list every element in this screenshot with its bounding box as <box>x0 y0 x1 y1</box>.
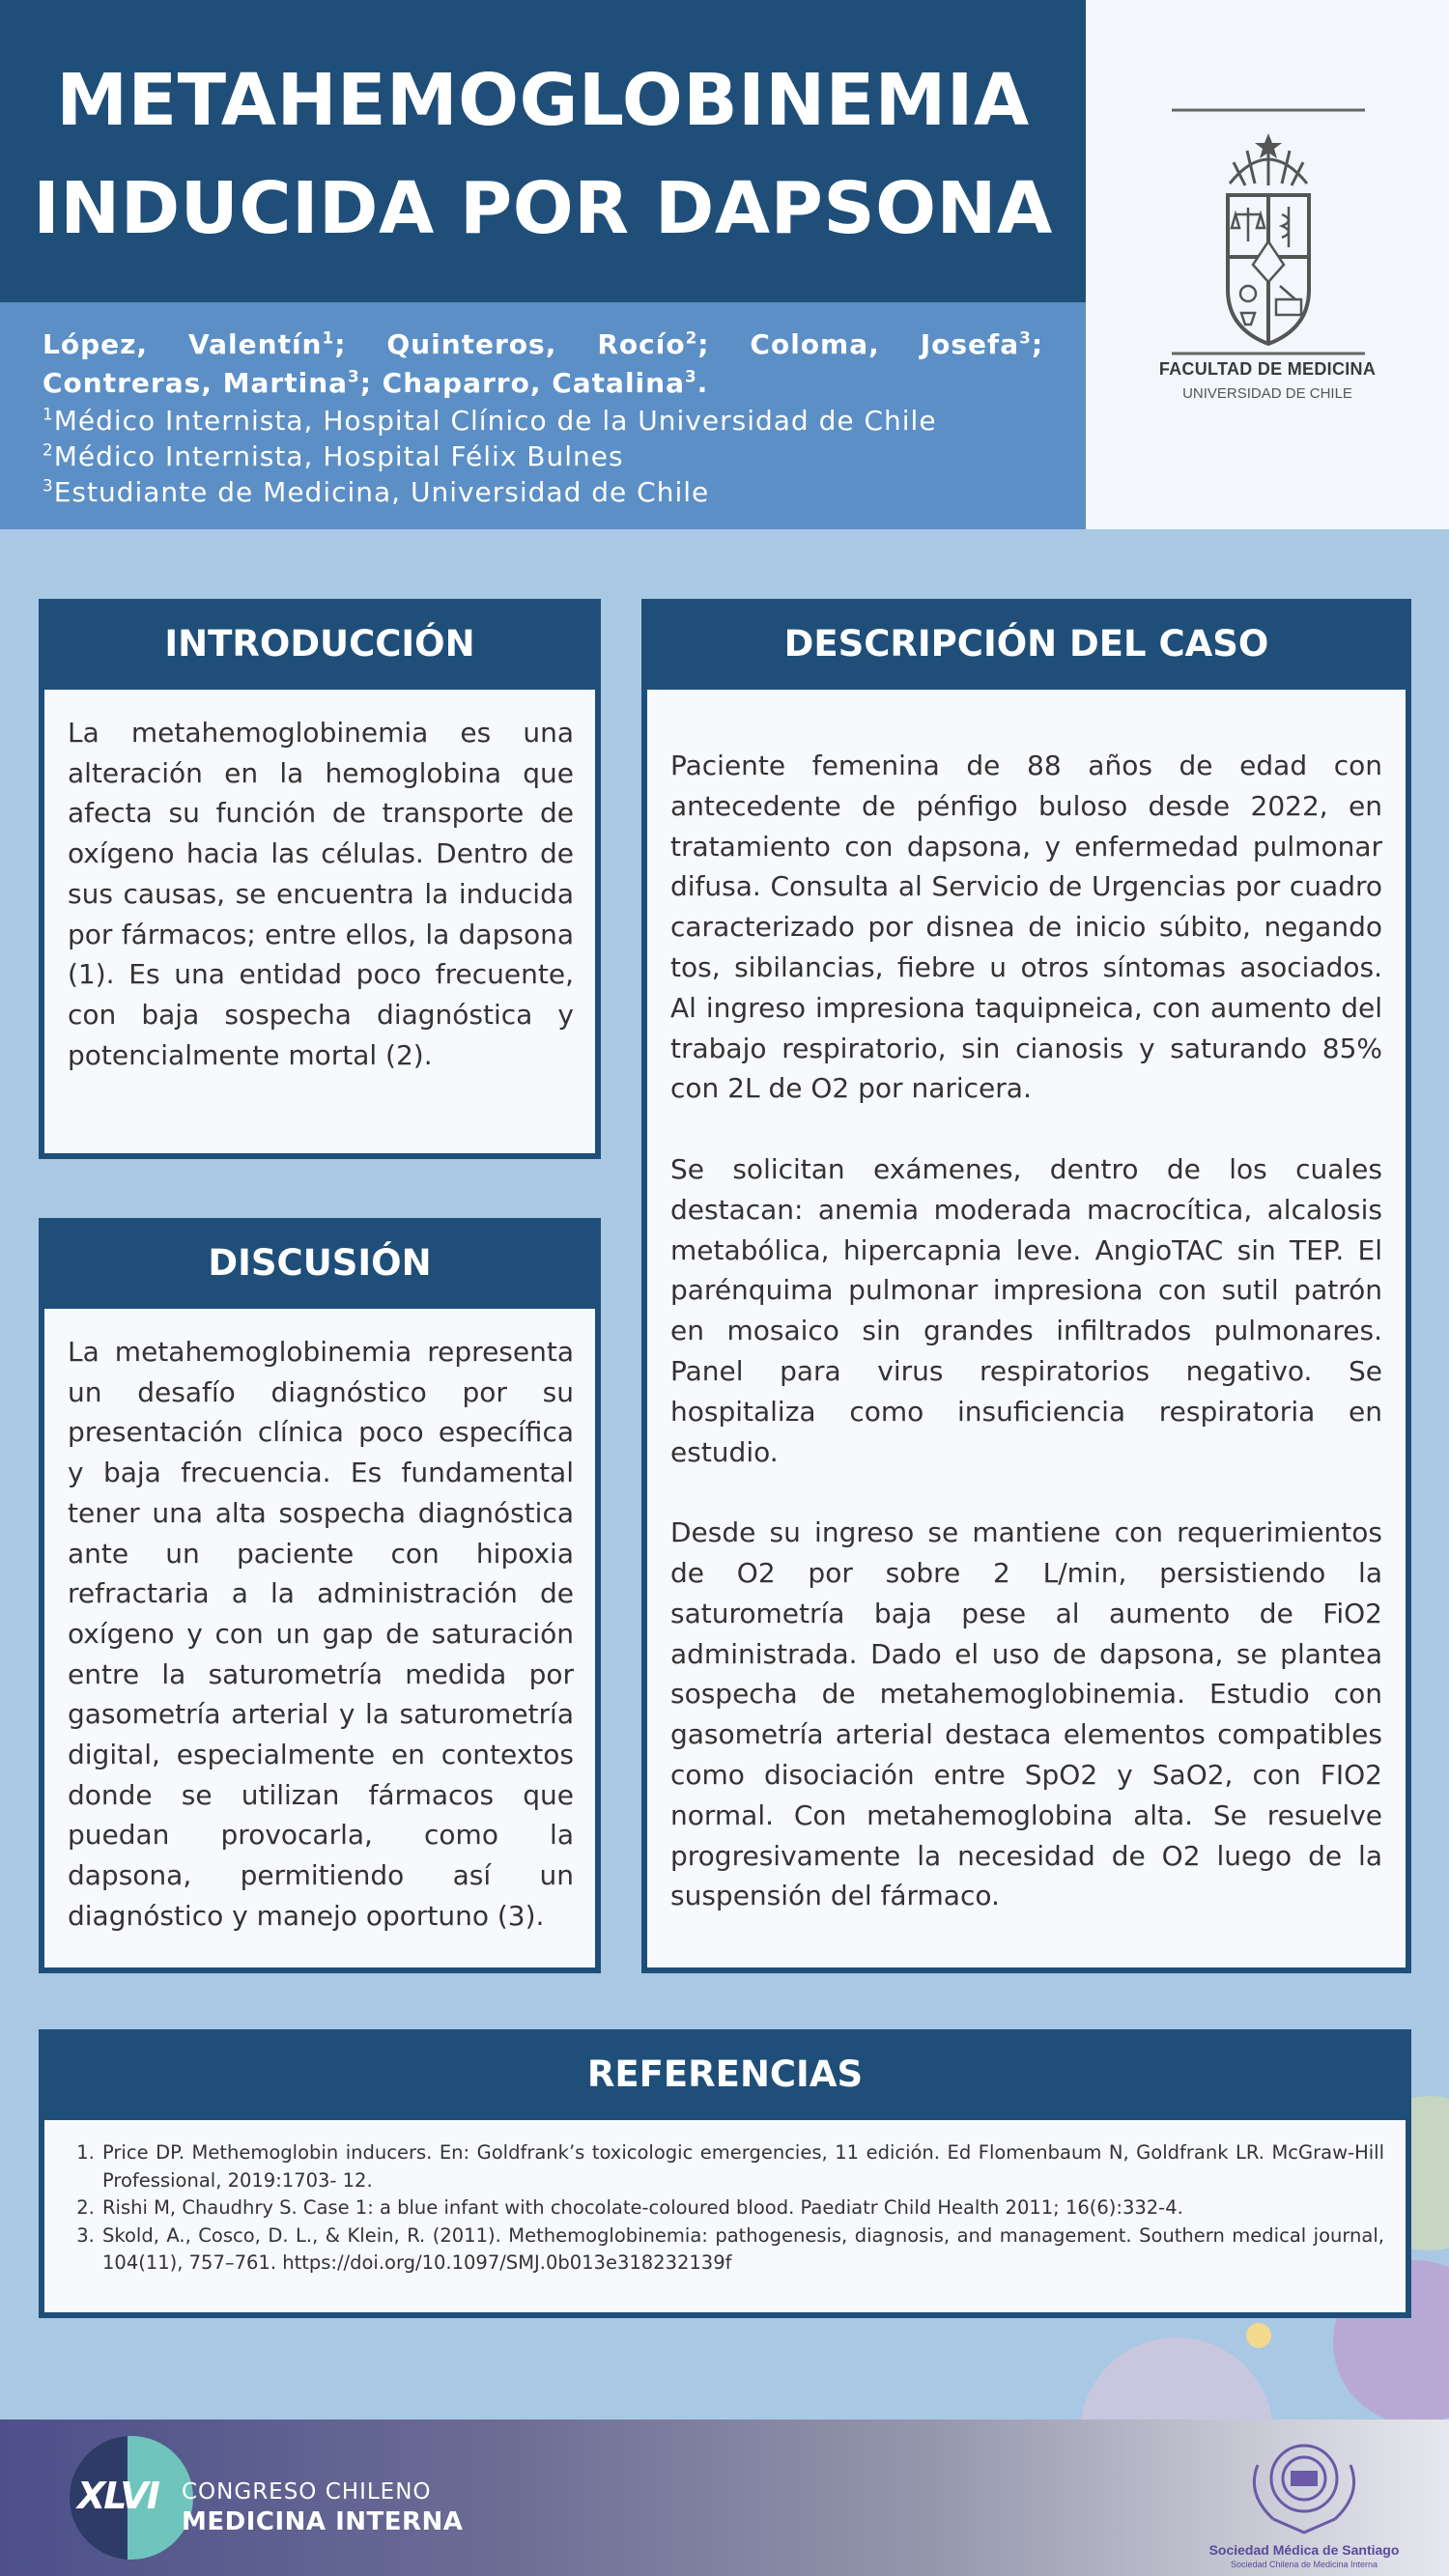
referencias-list <box>44 2120 1406 2278</box>
sociedad-medica-name: Sociedad Médica de Santiago <box>1208 2542 1400 2558</box>
affiliation-1: $^1$Médico Internista, Hospital Clínico de la Universidad de Chile <box>43 404 937 437</box>
caso-paragraph-1: Paciente femenina de 88 años de edad con antecedente de pénfigo buloso desde 2022, en tratamiento con dapsona, y enfermedad pulmonar difusa. Consulta al Servicio de Urgencias por cuadro caracterizado por disnea de inicio súbito, negando tos, sibilancias, fiebre u otros síntomas asociados. Al ingreso impresiona taquipneica, con aumento del trabajo respiratorio, sin cianosis y saturando 85% con 2L de O2 por naricera. <box>670 750 1382 1105</box>
poster-title <box>0 46 1086 263</box>
referencias-heading: REFERENCIAS <box>44 2035 1406 2120</box>
discusion-panel <box>39 1218 601 1973</box>
congreso-logo-text: XLVI <box>77 2475 158 2517</box>
caso-paragraph-2: Se solicitan exámenes, dentro de los cuales destacan: anemia moderada macrocítica, alcalosis metabólica, hipercapnia leve. AngioTAC sin TEP. El parénquima pulmonar impresiona con sutil patrón en mosaico sin grandes infiltrados pulmonares. Panel para virus respiratorios negativo. Se hospitaliza como insuficiencia respiratoria en estudio. <box>670 1152 1382 1468</box>
referencias-panel <box>39 2029 1411 2318</box>
caso-paragraph-3: Desde su ingreso se mantiene con requerimientos de O2 por sobre 2 L/min, persistiendo la saturometría baja pese al aumento de FiO2 administrada. Dado el uso de dapsona, se plantea sospecha de metahemoglobinemia. Estudio con gasometría arterial destaca elementos compatibles como disociación entre SpO2 y SaO2, con FIO2 normal. Con metahemoglobina alta. Se resuelve progresivamente la necesidad de O2 luego de la suspensión del fármaco. <box>670 1516 1382 1912</box>
faculty-name: FACULTAD DE MEDICINA <box>1158 359 1377 379</box>
sociedad-medica-seal-icon <box>1244 2436 1364 2542</box>
sociedad-chilena-name: Sociedad Chilena de Medicina Interna <box>1230 2560 1378 2569</box>
reference-item: 2. Rishi M, Chaudhry S. Case 1: a blue infant with chocolate-coloured blood. Paediatr Child Health 2011; 16(6):332-4. <box>100 2194 1384 2222</box>
university-name: UNIVERSIDAD DE CHILE <box>1182 385 1352 402</box>
title-line-2: INDUCIDA POR DAPSONA <box>33 167 1053 250</box>
affiliation-2: $^2$Médico Internista, Hospital Félix Bulnes <box>43 439 624 472</box>
discusion-heading: DISCUSIÓN <box>44 1224 595 1309</box>
introduccion-text: La metahemoglobinemia es una alteración en la hemoglobina que afecta su función de transporte de oxígeno hacia las células. Dentro de sus causas, se encuentra la inducida por fármacos; entre ellos, la dapsona (1). Es una entidad poco frecuente, con baja sospecha diagnóstica y potencialmente mortal (2). <box>68 717 574 1071</box>
decorative-circle <box>1246 2323 1271 2348</box>
introduccion-panel <box>39 599 601 1159</box>
caso-heading: DESCRIPCIÓN DEL CASO <box>647 605 1406 690</box>
caso-text <box>647 690 1406 1916</box>
congreso-title-line-1: CONGRESO CHILENO <box>182 2479 432 2505</box>
introduccion-heading: INTRODUCCIÓN <box>44 605 595 690</box>
discusion-text: La metahemoglobinemia representa un desafío diagnóstico por su presentación clínica poco específica y baja frecuencia. Es fundamental tener una alta sospecha diagnóstica ante un paciente con hipoxia refractaria a la administración de oxígeno y con un gap de saturación entre la saturometría medida por gasometría arterial y la saturometría digital, especialmente en contextos donde se utilizan fármacos que puedan provocarla, como la dapsona, permitiendo así un diagnóstico y manejo oportuno (3). <box>68 1336 574 1932</box>
authors-band <box>0 302 1086 529</box>
faculty-crest-icon <box>1172 106 1365 357</box>
title-line-1: METAHEMOGLOBINEMIA <box>56 59 1030 142</box>
caso-panel <box>641 599 1411 1973</box>
reference-item: 3. Skold, A., Cosco, D. L., & Klein, R. (2011). Methemoglobinemia: pathogenesis, diagnosis, and management. Southern medical journal, 104(11), 757–761. https://doi.org/10.1097/SMJ.0b013e318232139f <box>100 2222 1384 2278</box>
author-list: López, Valentín$^1$; Quinteros, Rocío$^2$; Coloma, Josefa$^3$; Contreras, Martina$^3$; Chaparro, Catalina$^3$. <box>43 327 1044 399</box>
congreso-title-line-2: MEDICINA INTERNA <box>182 2507 464 2536</box>
affiliation-3: $^3$Estudiante de Medicina, Universidad de Chile <box>43 475 710 508</box>
reference-item: 1. Price DP. Methemoglobin inducers. En: Goldfrank’s toxicologic emergencies, 11 edición. Ed Flomenbaum N, Goldfrank LR. McGraw-Hill Professional, 2019:1703- 12. <box>100 2139 1384 2194</box>
title-band <box>0 0 1086 302</box>
